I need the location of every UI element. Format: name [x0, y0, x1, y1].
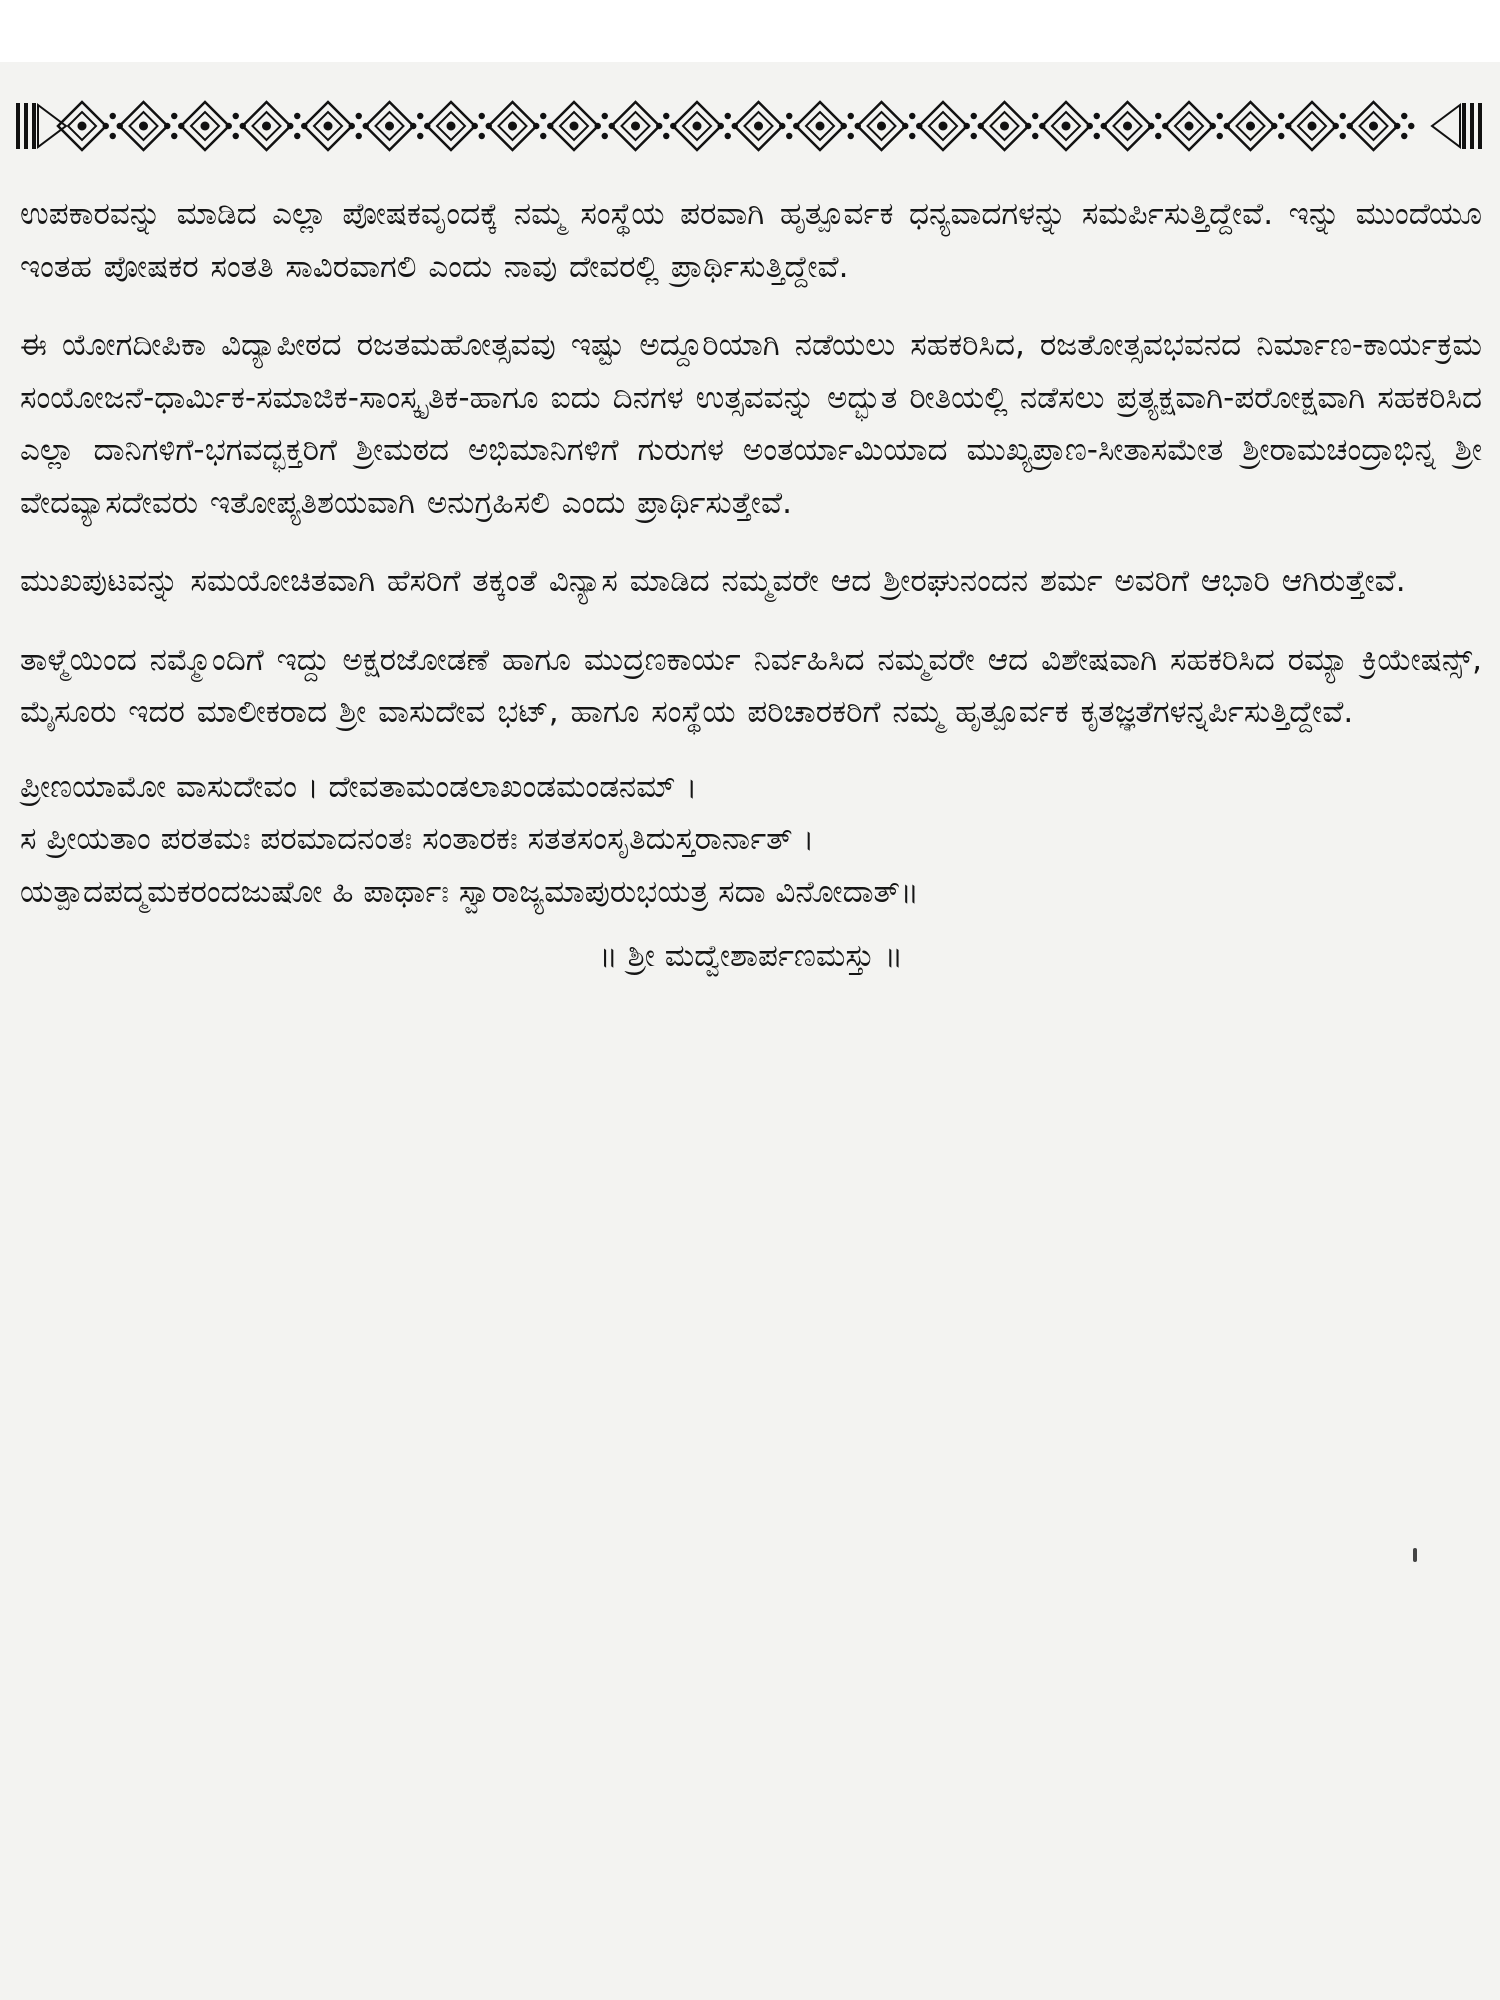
border-dot [1217, 113, 1223, 119]
border-dot [540, 113, 546, 119]
border-end-bar [16, 103, 20, 149]
paragraph-thanks-cover-design: ಮುಖಪುಟವನ್ನು ಸಮಯೋಚಿತವಾಗಿ ಹೆಸರಿಗೆ ತಕ್ಕಂತೆ ವಿನ್ಯಾಸ ಮಾಡಿದ ನಮ್ಮವರೇ ಆದ ಶ್ರೀರಘುನಂದನ ಶರ್ಮ ಅವರಿಗೆ ಆಭಾರಿ ಆಗಿರುತ್ತೇವೆ. [20, 563, 1406, 599]
border-dot [1032, 113, 1038, 119]
border-dot [971, 113, 977, 119]
border-diamond-dot [816, 122, 825, 131]
border-dot [1271, 123, 1277, 129]
border-diamond-dot [1308, 122, 1317, 131]
ornamental-border-graphic [14, 95, 1484, 157]
border-diamond-dot [139, 122, 148, 131]
border-dot [656, 123, 662, 129]
border-diamond-dot [78, 122, 87, 131]
border-dot [786, 133, 792, 139]
border-dot [294, 133, 300, 139]
border-dot [233, 133, 239, 139]
border-dot [964, 123, 970, 129]
border-dot [1278, 133, 1284, 139]
border-dot [233, 113, 239, 119]
border-dot [103, 123, 109, 129]
border-dot [718, 123, 724, 129]
border-dot [171, 113, 177, 119]
border-dot [294, 113, 300, 119]
border-dot [472, 123, 478, 129]
border-diamond-dot [1062, 122, 1071, 131]
border-dot [663, 133, 669, 139]
border-dot [909, 113, 915, 119]
border-end-arrow [1432, 105, 1460, 147]
border-diamond-dot [1246, 122, 1255, 131]
verse-line-1: ಪ್ರೀಣಯಾಮೋ ವಾಸುದೇವಂ । ದೇವತಾಮಂಡಲಾಖಂಡಮಂಡನಮ್ । [20, 768, 698, 805]
border-dot [1155, 133, 1161, 139]
border-end-bar [24, 103, 28, 149]
border-dot [417, 133, 423, 139]
border-diamond-dot [447, 122, 456, 131]
border-dot [909, 133, 915, 139]
border-dot [356, 133, 362, 139]
border-dot [1032, 133, 1038, 139]
border-diamond-dot [1000, 122, 1009, 131]
border-dot [1408, 123, 1414, 129]
border-dot [848, 113, 854, 119]
border-diamond-dot [324, 122, 333, 131]
border-diamond-dot [693, 122, 702, 131]
border-dot [533, 123, 539, 129]
border-dot [1210, 123, 1216, 129]
border-dot [841, 123, 847, 129]
border-dot [1087, 123, 1093, 129]
border-end-bar [1470, 103, 1474, 149]
paragraph-thanks-jubilee: ಈ ಯೋಗದೀಪಿಕಾ ವಿದ್ಯಾಪೀಠದ ರಜತಮಹೋತ್ಸವವು ಇಷ್ಟು ಅದ್ದೂರಿಯಾಗಿ ನಡೆಯಲು ಸಹಕರಿಸಿದ, ರಜತೋತ್ಸವಭವನದ ನಿರ್ಮಾಣ-ಕಾರ್ಯಕ್ರಮ ಸಂಯೋಜನೆ-ಧಾರ್ಮಿಕ-ಸಮಾಜಿಕ-ಸಾಂಸ್ಕೃತಿಕ-ಹಾಗೂ ಐದು ದಿನಗಳ ಉತ್ಸವವನ್ನು ಅದ್ಭುತ ರೀತಿಯಲ್ಲಿ ನಡೆಸಲು ಪ್ರತ್ಯಕ್ಷವಾಗಿ-ಪರೋಕ್ಷವಾಗಿ ಸಹಕರಿಸಿದ ಎಲ್ಲಾ ದಾನಿಗಳಿಗೆ-ಭಗವದ್ಭಕ್ತರಿಗೆ ಶ್ರೀಮಠದ ಅಭಿಮಾನಿಗಳಿಗೆ ಗುರುಗಳ ಅಂತರ್ಯಾಮಿಯಾದ ಮುಖ್ಯಪ್ರಾಣ-ಸೀತಾಸಮೇತ ಶ್ರೀರಾಮಚಂದ್ರಾಭಿನ್ನ ಶ್ರೀ ವೇದವ್ಯಾಸದೇವರು ಇತೋಪ್ಯತಿಶಯವಾಗಿ ಅನುಗ್ರಹಿಸಲಿ ಎಂದು ಪ್ರಾರ್ಥಿಸುತ್ತೇವೆ. [20, 327, 1482, 521]
border-diamond-dot [262, 122, 271, 131]
border-diamond-dot [201, 122, 210, 131]
border-dot [663, 113, 669, 119]
border-dot [349, 123, 355, 129]
border-dot [1094, 113, 1100, 119]
border-dot [226, 123, 232, 129]
ink-speck [1413, 1548, 1417, 1562]
border-dot [164, 123, 170, 129]
border-dot [110, 113, 116, 119]
border-diamond-dot [385, 122, 394, 131]
border-dot [417, 113, 423, 119]
closing-invocation: ॥ ಶ್ರೀ ಮದ್ವೇಶಾರ್ಪಣಮಸ್ತು ॥ [598, 938, 904, 974]
border-dot [1148, 123, 1154, 129]
border-dot [1217, 133, 1223, 139]
border-dot [1340, 113, 1346, 119]
border-diamond-dot [754, 122, 763, 131]
border-end-bar [1478, 103, 1482, 149]
border-dot [725, 113, 731, 119]
border-dot [479, 133, 485, 139]
border-dot [1394, 123, 1400, 129]
decorative-border [14, 95, 1484, 157]
border-dot [540, 133, 546, 139]
border-dot [786, 113, 792, 119]
border-end-arrow [38, 105, 66, 147]
paragraph-thanks-printers: ತಾಳ್ಮೆಯಿಂದ ನಮ್ಮೊಂದಿಗೆ ಇದ್ದು ಅಕ್ಷರಜೋಡಣೆ ಹಾಗೂ ಮುದ್ರಣಕಾರ್ಯ ನಿರ್ವಹಿಸಿದ ನಮ್ಮವರೇ ಆದ ವಿಶೇಷವಾಗಿ ಸಹಕರಿಸಿದ ರಮ್ಯಾ ಕ್ರಿಯೇಷನ್ಸ್, ಮೈಸೂರು ಇದರ ಮಾಲೀಕರಾದ ಶ್ರೀ ವಾಸುದೇವ ಭಟ್, ಹಾಗೂ ಸಂಸ್ಥೆಯ ಪರಿಚಾರಕರಿಗೆ ನಮ್ಮ ಹೃತ್ಪೂರ್ವಕ ಕೃತಜ್ಞತೆಗಳನ್ನರ್ಪಿಸುತ್ತಿದ್ದೇವೆ. [20, 641, 1482, 730]
verse-line-3: ಯತ್ಪಾದಪದ್ಮಮಕರಂದಜುಷೋ ಹಿ ಪಾರ್ಥಾಃ ಸ್ವಾರಾಜ್ಯಮಾಪುರುಭಯತ್ರ ಸದಾ ವಿನೋದಾತ್॥ [20, 873, 919, 910]
border-dot [602, 113, 608, 119]
verse-line-2: ಸ ಪ್ರೀಯತಾಂ ಪರತಮಃ ಪರಮಾದನಂತಃ ಸಂತಾರಕಃ ಸತತಸಂಸೃತಿದುಸ್ತರಾರ್ನಾತ್ । [20, 821, 815, 857]
document-body [20, 188, 1482, 983]
border-diamond-dot [631, 122, 640, 131]
border-dot [725, 133, 731, 139]
border-dot [171, 133, 177, 139]
border-dot [110, 133, 116, 139]
verse-block [20, 761, 1482, 919]
border-dot [971, 133, 977, 139]
border-diamond-dot [1185, 122, 1194, 131]
border-dot [595, 123, 601, 129]
border-diamond-dot [877, 122, 886, 131]
paragraph-thanks-patrons: ಉಪಕಾರವನ್ನು ಮಾಡಿದ ಎಲ್ಲಾ ಪೋಷಕವೃಂದಕ್ಕೆ ನಮ್ಮ ಸಂಸ್ಥೆಯ ಪರವಾಗಿ ಹೃತ್ಪೂರ್ವಕ ಧನ್ಯವಾದಗಳನ್ನು ಸಮರ್ಪಿಸುತ್ತಿದ್ದೇವೆ. ಇನ್ನು ಮುಂದೆಯೂ ಇಂತಹ ಪೋಷಕರ ಸಂತತಿ ಸಾವಿರವಾಗಲಿ ಎಂದು ನಾವು ದೇವರಲ್ಲಿ ಪ್ರಾರ್ಥಿಸುತ್ತಿದ್ದೇವೆ. [20, 196, 1482, 285]
border-end-bar [1462, 103, 1466, 149]
border-dot [1401, 133, 1407, 139]
border-dot [1155, 113, 1161, 119]
border-dot [287, 123, 293, 129]
border-dot [1340, 133, 1346, 139]
border-diamond-dot [1123, 122, 1132, 131]
border-dot [902, 123, 908, 129]
border-diamond-dot [1369, 122, 1378, 131]
border-diamond-dot [570, 122, 579, 131]
border-dot [479, 113, 485, 119]
border-diamond-dot [939, 122, 948, 131]
border-dot [602, 133, 608, 139]
border-dot [1333, 123, 1339, 129]
border-dot [1025, 123, 1031, 129]
border-dot [1094, 133, 1100, 139]
border-end-bar [32, 103, 36, 149]
border-diamond-dot [508, 122, 517, 131]
border-dot [1401, 113, 1407, 119]
border-dot [410, 123, 416, 129]
border-dot [779, 123, 785, 129]
border-dot [356, 113, 362, 119]
border-dot [848, 133, 854, 139]
border-dot [1278, 113, 1284, 119]
